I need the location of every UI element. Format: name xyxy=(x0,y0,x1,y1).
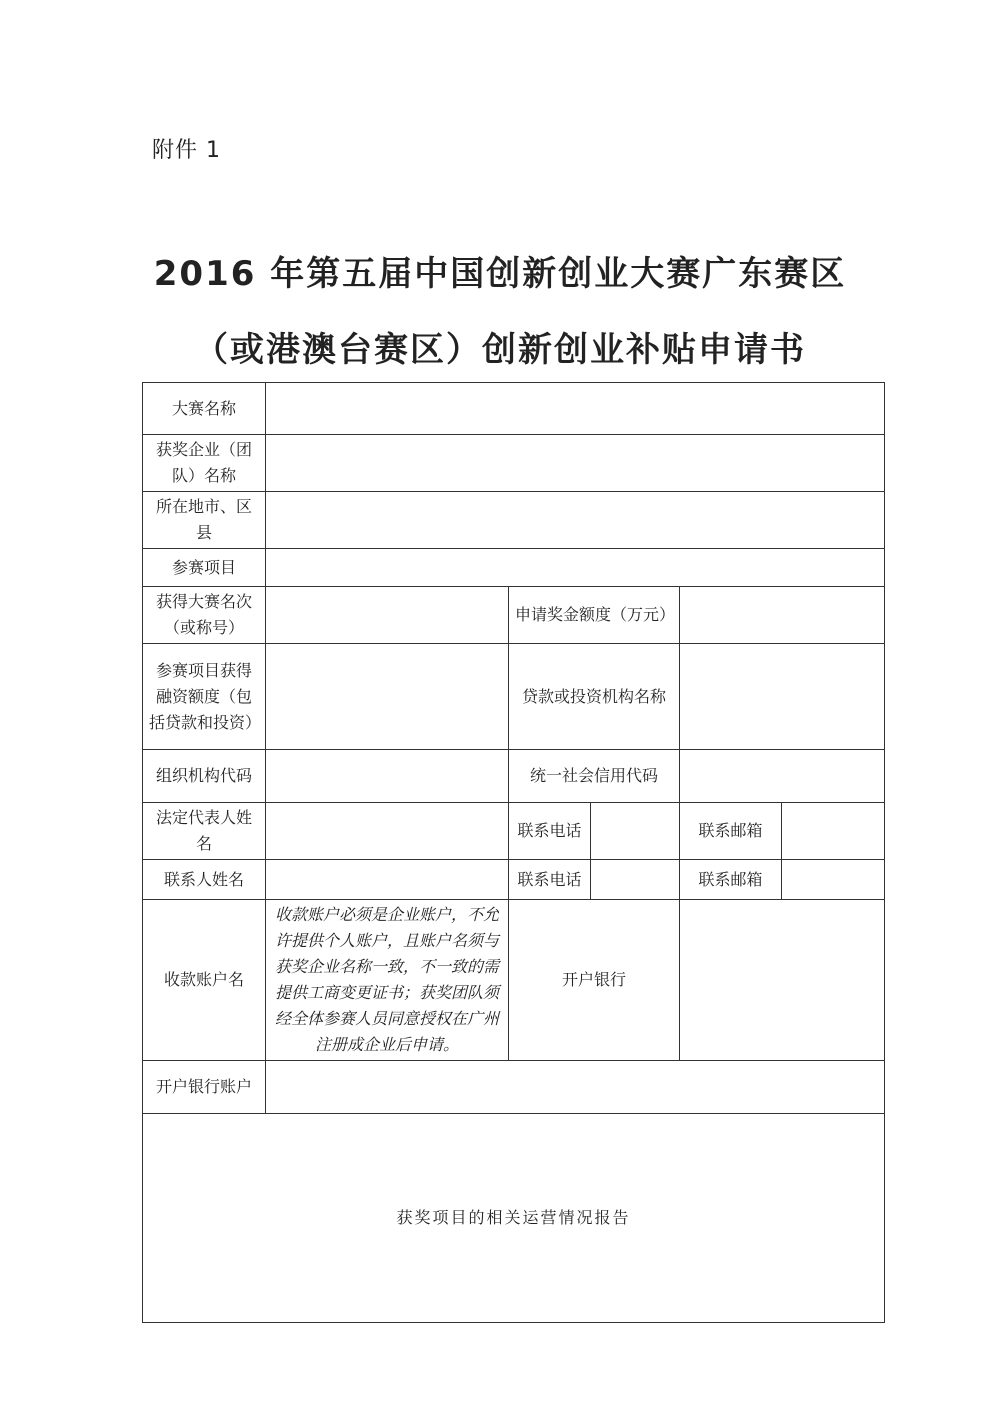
row-report xyxy=(143,1114,885,1323)
legal-rep-phone-field[interactable] xyxy=(591,803,680,860)
company-name-label: 获奖企业（团队）名称 xyxy=(143,435,266,492)
credit-code-label: 统一社会信用代码 xyxy=(509,750,680,803)
legal-rep-email-field[interactable] xyxy=(782,803,885,860)
contact-phone-label: 联系电话 xyxy=(509,860,591,900)
contact-phone-field[interactable] xyxy=(591,860,680,900)
contact-email-field[interactable] xyxy=(782,860,885,900)
legal-rep-phone-label: 联系电话 xyxy=(509,803,591,860)
lender-field[interactable] xyxy=(680,644,885,750)
account-note: 收款账户必须是企业账户，不允许提供个人账户，且账户名须与获奖企业名称一致，不一致的需提供工商变更证书；获奖团队须经全体参赛人员同意授权在广州注册成企业后申请。 xyxy=(266,900,509,1061)
row-project xyxy=(143,549,885,587)
row-financing xyxy=(143,644,885,750)
bank-account-field[interactable] xyxy=(266,1061,885,1114)
account-name-label: 收款账户名 xyxy=(143,900,266,1061)
contact-name-label: 联系人姓名 xyxy=(143,860,266,900)
ranking-label: 获得大赛名次（或称号） xyxy=(143,587,266,644)
competition-name-label: 大赛名称 xyxy=(143,383,266,435)
document-title-line1: 2016 年第五届中国创新创业大赛广东赛区 xyxy=(153,254,847,294)
project-field[interactable] xyxy=(266,549,885,587)
ranking-field[interactable] xyxy=(266,587,509,644)
row-account xyxy=(143,900,885,1061)
contact-name-field[interactable] xyxy=(266,860,509,900)
project-label: 参赛项目 xyxy=(143,549,266,587)
report-section[interactable] xyxy=(143,1114,885,1323)
legal-rep-label: 法定代表人姓名 xyxy=(143,803,266,860)
legal-rep-email-label: 联系邮箱 xyxy=(680,803,782,860)
subsidy-amount-label: 申请奖金额度（万元） xyxy=(509,587,680,644)
credit-code-field[interactable] xyxy=(680,750,885,803)
org-code-field[interactable] xyxy=(266,750,509,803)
bank-label: 开户银行 xyxy=(509,900,680,1061)
row-legal-rep xyxy=(143,803,885,860)
bank-field[interactable] xyxy=(680,900,885,1061)
document-title-line2: （或港澳台赛区）创新创业补贴申请书 xyxy=(194,330,806,370)
company-name-field[interactable] xyxy=(266,435,885,492)
application-form-table xyxy=(142,382,885,1323)
competition-name-field[interactable] xyxy=(266,383,885,435)
subsidy-amount-field[interactable] xyxy=(680,587,885,644)
row-company-name xyxy=(143,435,885,492)
contact-email-label: 联系邮箱 xyxy=(680,860,782,900)
row-location xyxy=(143,492,885,549)
row-ranking xyxy=(143,587,885,644)
report-heading: 获奖项目的相关运营情况报告 xyxy=(396,1208,631,1227)
row-org-code xyxy=(143,750,885,803)
row-contact xyxy=(143,860,885,900)
org-code-label: 组织机构代码 xyxy=(143,750,266,803)
legal-rep-field[interactable] xyxy=(266,803,509,860)
row-bank-account xyxy=(143,1061,885,1114)
financing-field[interactable] xyxy=(266,644,509,750)
lender-label: 贷款或投资机构名称 xyxy=(509,644,680,750)
row-competition-name xyxy=(143,383,885,435)
financing-label: 参赛项目获得融资额度（包括贷款和投资） xyxy=(143,644,266,750)
location-field[interactable] xyxy=(266,492,885,549)
bank-account-label: 开户银行账户 xyxy=(143,1061,266,1114)
attachment-label: 附件 1 xyxy=(152,138,221,163)
location-label: 所在地市、区县 xyxy=(143,492,266,549)
